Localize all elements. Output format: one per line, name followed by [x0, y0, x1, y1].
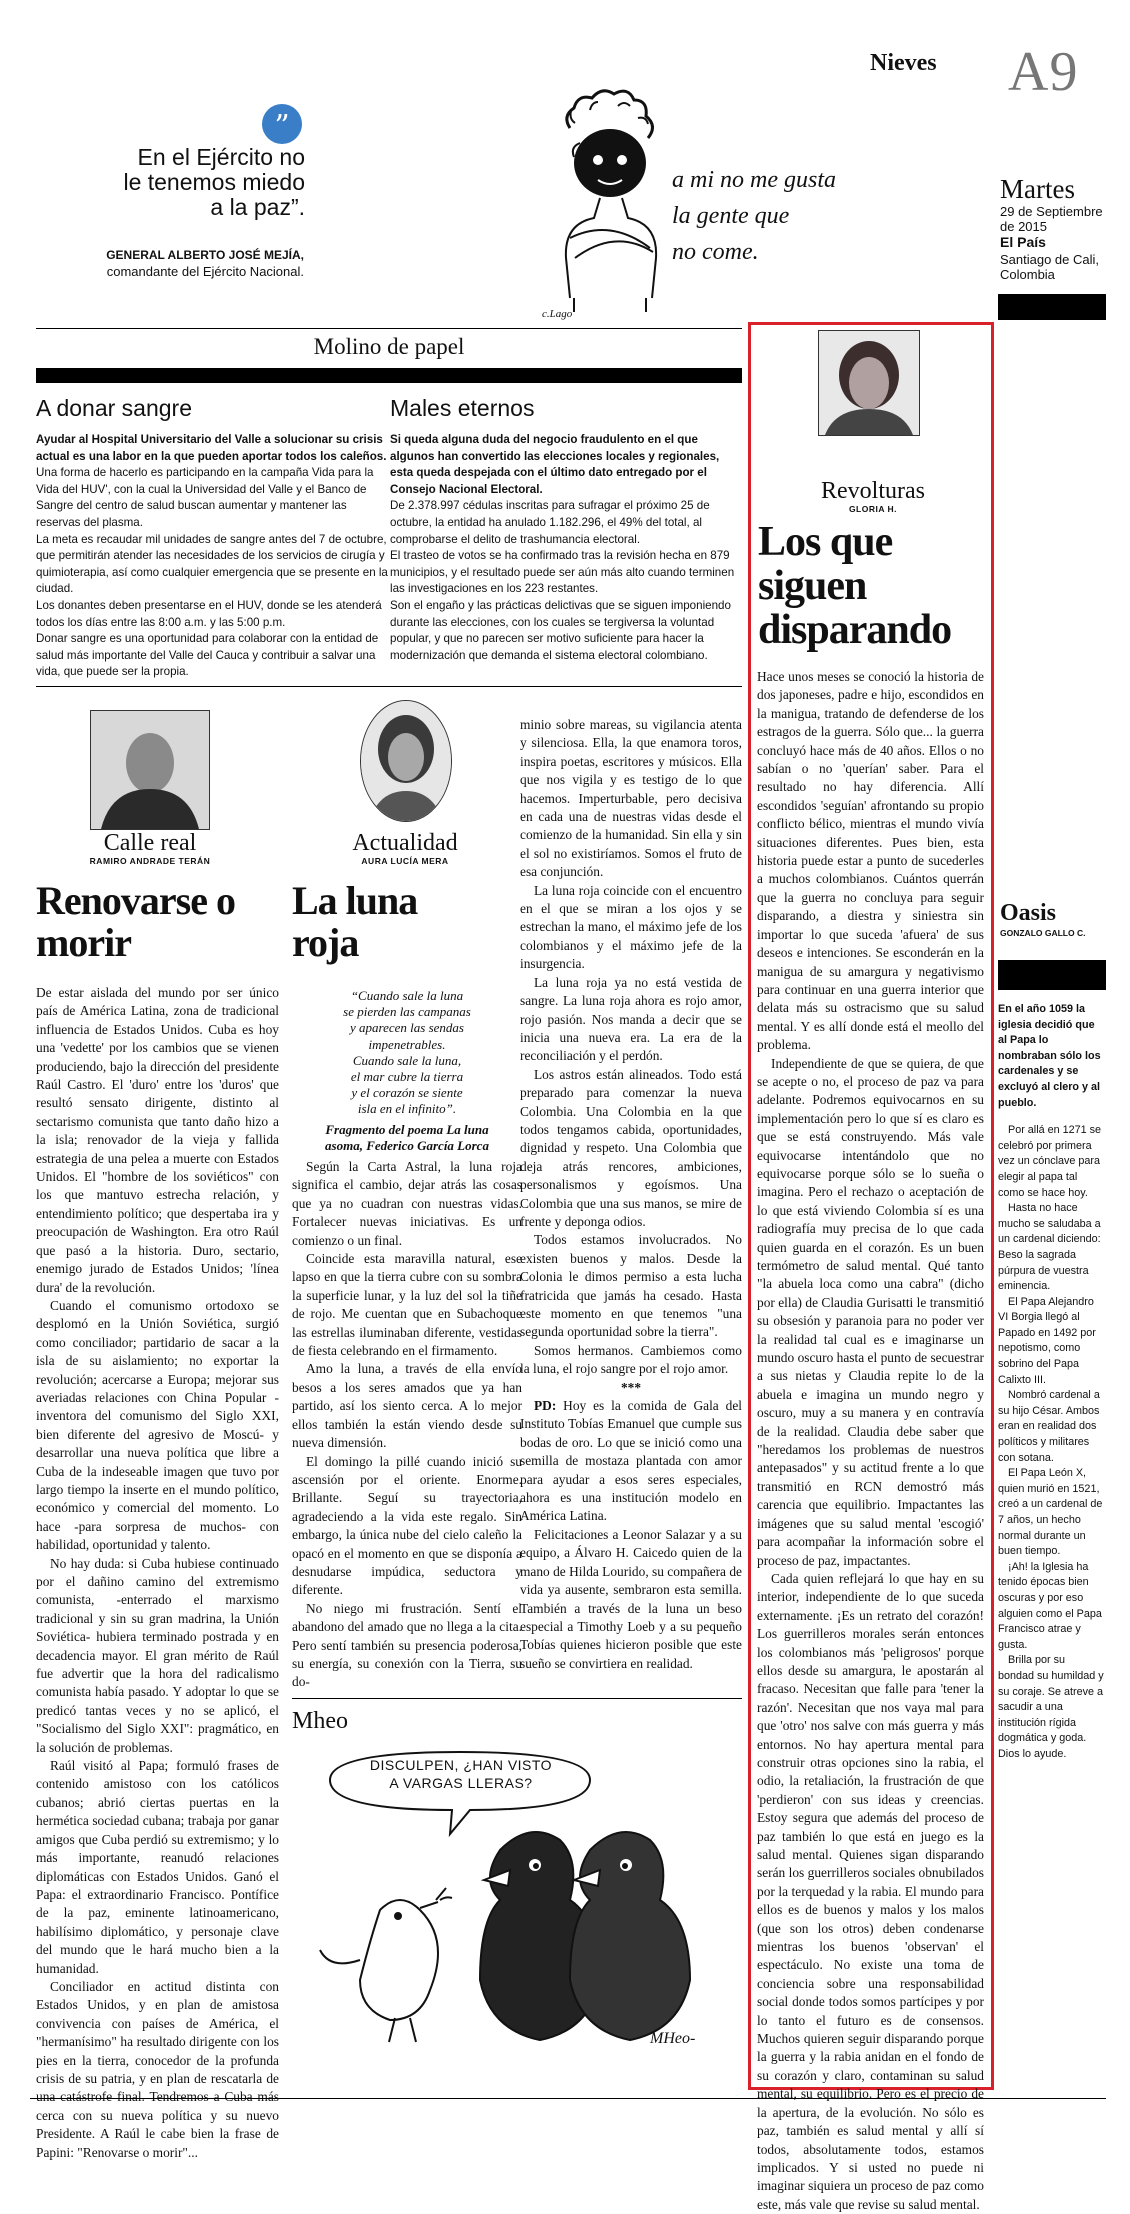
- calle-real-header: [50, 830, 250, 866]
- actualidad-body-col2: [520, 716, 742, 1673]
- paragraph: Cuando el comunismo ortodoxo se desplomó en la Unión Soviética, surgió como conciliador; partidario de sacar a la isla de su aislamiento; no exportar la revolución; acercarse a Europa; mejorar sus averiadas relaciones con China Popular -inventora del comunismo del Siglo XXI, bien diferente del agresivo de Moscú- y desarrollar una nueva política que libre a Cuba de la indeseable imagen que tuvo por largo tiempo la inserte en el mundo político, económico y comercial del momento. Lo hace -para sorpresa de muchos- con habilidad, oportunidad y talento.: [36, 1297, 279, 1553]
- cartoon-caption: a mi no me gusta la gente que no come.: [672, 167, 836, 265]
- paper-name: El País: [1000, 234, 1046, 250]
- author-photo-revolturas: [818, 330, 920, 436]
- postscript: [520, 1397, 742, 1526]
- paragraph: Hasta no hace mucho se saludaba a un cardenal diciendo: Beso la sagrada púrpura de vuestra eminencia.: [998, 1202, 1101, 1293]
- revolturas-headline: Los que siguen disparando: [758, 519, 952, 653]
- column-name: Calle real: [103, 830, 197, 856]
- molino-right-lead: Si queda alguna duda del negocio fraudulento en el que algunos han convertido las elecciones locales y regionales, esta queda despejada con el último dato entregado por el Consejo Nacional Electoral.: [390, 433, 720, 496]
- paragraph: La luna roja coincide con el encuentro en el que se miran a los ojos y se estrechan la mano, el máximo jefe de los colombianos y el máximo jefe de la insurgencia.: [520, 882, 742, 972]
- postscript-label: PD:: [534, 1398, 557, 1414]
- mheo-signature: MHeo-: [650, 2030, 696, 2047]
- actualidad-poem: “Cuando sale la luna se pierden las campanas y aparecen las sendas impenetrables. Cuando sale la luna, el mar cubre la tierra y el corazón se siente isla en el infinito”.: [343, 988, 471, 1117]
- calle-real-headline: Renovarse o morir: [36, 878, 235, 965]
- masthead-bar: [998, 294, 1106, 320]
- oasis-bar: [998, 960, 1106, 990]
- oasis-lead: En el año 1059 la iglesia decidió que al Papa lo nombraban sólo los cardenales y se excluyó al clero y al pueblo.: [998, 1003, 1101, 1109]
- paragraph: Somos hermanos. Cambiemos como la luna, el rojo sangre por el rojo amor.: [520, 1342, 742, 1377]
- column-name: Revolturas: [821, 478, 925, 504]
- revolturas-body: [757, 668, 984, 2214]
- edition-day: Martes: [1000, 174, 1075, 204]
- page-bottom-rule: [30, 2098, 1106, 2099]
- paragraph: Por allá en 1271 se celebró por primera vez un cónclave para elegir al papa tal como se hace hoy.: [998, 1124, 1102, 1199]
- paragraph: Cada quien reflejará lo que hay en su interior, independiente de lo que suceda externamente. ¡Es un retrato del corazón! Los guerrilleros morales serán entonces los colombianos más 'peligrosos' porque ellos desde su amargura, le apostarán al fracaso. Necesitan que falle para 'tener la razón'. Necesitan que nos vaya mal para que 'otro' nos salve con más guerra y más entornos. No hay apertura mental para construir otras opciones sino la rabia, el odio, la retaliación, la frustración de que 'perdieron' con sus ideas y creencias. Estoy segura que además del proceso de paz también lo que está en juego es la salud mental. Quienes sigan disparando serán los guerrilleros sociales obnubilados por la terquedad y la rabia. El mundo para ellos es de buenos y malos y los malos (que son los otros) deben condenarse mientras los buenos 'observan' el espectáculo. No existe una toma de conciencia sobre una responsabilidad social donde todos somos partícipes y por lo tanto el futuro es de consensos. Muchos quieren seguir disparando porque la guerra y la rabia anidan en el fondo de su corazón y claro, contaminan su salud mental, su equilibrio. Pero es el precio de la apertura, de la evolución. No sólo es paz, también es salud mental y allí sí todos, absolutamente todos, estamos implicados. Y si usted no puede ni imaginar siquiera un proceso de paz como este, más vale que revise su salud mental.: [757, 1570, 984, 2212]
- paragraph: El Papa Alejandro VI Borgia llegó al Papado en 1492 por nepotismo, como sobrino del Papa Calixto III.: [998, 1295, 1096, 1386]
- actualidad-poem-credit: Fragmento del poema La luna asoma, Federico García Lorca: [325, 1122, 489, 1153]
- mheo-speech-bubble: DISCULPEN, ¿HAN VISTO A VARGAS LLERAS?: [369, 1757, 553, 1791]
- paragraph: Nombró cardenal a su hijo César. Ambos eran en realidad dos políticos y militares con sotana.: [998, 1389, 1100, 1464]
- molino-bottom-rule: [36, 686, 742, 687]
- paragraph: Los astros están alineados. Todo está preparado para comenzar la nueva Colombia. Una Colombia en la que todos tengamos cabida, oportunidades, dignidad y respeto. Una Colombia que deja atrás rencores, ambiciones, personalismos y egoísmos. Una Colombia que una sus manos, se mire de frente y deponga odios.: [520, 1066, 742, 1229]
- quote-mark-icon: ”: [262, 104, 302, 144]
- revolturas-header: [768, 478, 978, 514]
- edition-city: Santiago de Cali, Colombia: [1000, 252, 1100, 282]
- quote-author: GENERAL ALBERTO JOSÉ MEJÍA,: [106, 248, 304, 262]
- edition-date: 29 de Septiembre de 2015: [1000, 204, 1103, 234]
- paragraph: Felicitaciones a Leonor Salazar y a su equipo, a Álvaro H. Caicedo quien de la mano de Hilda Lourido, su compañera de vida ya ausente, sembraron esta semilla. También a través de la luna un beso especial a Timothy Loeb y a su pequeño Tobías quienes hicieron posible que este sueño se convirtiera en realidad.: [520, 1526, 742, 1671]
- paragraph: Raúl visitó al Papa; formuló frases de contenido amistoso con los católicos cubanos; abrió ciertas puertas en la hermética sociedad cubana; trabaja por ganar amigos que Cuba perdió su extremismo; y lo más importante, reanudó relaciones diplomáticas con Estados Unidos. Ganó el Papa: el extraordinario Francisco. Pontífice de la paz, eminente latinoamericano, habilísimo diplomático, y personaje clave del mundo que le hará mucho bien a la humanidad.: [36, 1758, 279, 1976]
- oasis-author: GONZALO GALLO C.: [1000, 928, 1086, 938]
- paragraph: Independiente de que se quiera, de que se acepte o no, el proceso de paz va para adelante. Podremos equivocarnos en su implementación pero lo que sí es claro es que se está construyendo. Más vale equivocarse intentándolo que no equivocarse porque sólo se lo sueña o imagina. Pero el rechazo o aceptación de lo que está viviendo Colombia sí es una radiografía muy precisa de lo que cada quien guarda en el corazón. Es un buen termómetro de salud mental. Qué tanto "la abuela loca como una cabra" (dicho por ella) de Claudia Gurisatti le transmitió su obsesión y paranoia para no poder ver la realidad tal cual es e imaginarse un mundo oscuro hasta el punto de secuestrar a sus nietas y Claudia repite lo de la abuela e imagina un mundo negro y oscuro, muy a su manera y en contravía de la realidad. Claudia debe saber que "heredamos los problemas de nuestros antepasados" y su actitud frente a lo que transmitió en RCN demostró más carencia que equilibrio. Impactantes las imágenes que su salud mental 'escogió' para acompañar la información sobre el proceso de paz, impactantes.: [757, 1055, 984, 1568]
- paragraph: ¡Ah! la Iglesia ha tenido épocas bien oscuras y por eso alguien como el Papa Francisco atrae y gusta.: [998, 1560, 1102, 1651]
- postscript-text: Hoy es la comida de Gala del Instituto Tobías Emanuel que cumple sus bodas de oro. Lo que se inició como una semilla de mostaza plantada con amor para ayudar a esos seres especiales, ahora es una institución modelo en América Latina.: [520, 1398, 742, 1524]
- paragraph: La luna roja ya no está vestida de sangre. La luna roja ahora es rojo amor, rojo pasión. Nos manda a decir que se inicia una nueva era. La era de la reconciliación y el perdón.: [520, 974, 742, 1064]
- paragraph: El domingo la pillé cuando inició su ascensión por el oriente. Enorme. Brillante. Seguí su trayectoria, agradeciendo a la vida este regalo. Sin embargo, la única nube del cielo caleño la opacó en el momento en que se disponía a desnudarse impúdica, seductora y diferente.: [292, 1453, 522, 1598]
- column-author: RAMIRO ANDRADE TERÁN: [89, 856, 211, 866]
- molino-right-text: [390, 432, 740, 664]
- paragraph: Conciliador en actitud distinta con Estados Unidos, y en plan de amistosa convivencia con países de América, el "hermanísimo" ha resultado dirigente con los pies en la tierra, conocedor de la profunda crisis de su patria, y en plan de rescatarla de una catástrofe final. Tendremos a Cuba más cerca con su nueva política y su nuevo Presidente. A Raúl le cabe bien la frase de Papini: "Renovarse o morir"...: [36, 1978, 279, 2160]
- paragraph: Brilla por su bondad su humildad y su coraje. Se atreve a sacudir a una institución rígida dogmática y goda. Dios lo ayude.: [998, 1654, 1104, 1760]
- calle-real-body: [36, 984, 279, 2162]
- paragraph: Según la Carta Astral, la luna roja significa el cambio, dejar atrás las cosas que ya no cuadran con nuestras vidas. Fortalecer nuevas iniciativas. Es un comienzo o un final.: [292, 1159, 522, 1248]
- molino-bar: [36, 368, 742, 383]
- paragraph: De estar aislada del mundo por ser único país de América Latina, zona de tradicional influencia de Estados Unidos. Cuba es hoy una 'vedette' por los cambios que se vienen produciendo, bajo la dirección del presidente Raúl Castro. El 'duro' entre los 'duros' que resultó sensato dirigente, distinto al sectarismo comunista que tanto daño hizo a la isla; renovador de la vieja y fallida estrategia de una pelea a muerte con Estados Unidos. El "hombre de los soviéticos" con los que mantuvo estrecha relación, y entendimiento político; que despertaba ira y preocupación de Washington. Era otro Raúl que pasó a la historia. Duro, sectario, enemigo jurado de Estados Unidos; 'línea dura' de la revolución.: [36, 985, 279, 1295]
- paragraph: No niego mi frustración. Sentí el abandono del amado que no llega a la cita. Pero sentí también su presencia poderosa, su energía, su conexión con la Tierra, su do-: [292, 1600, 522, 1690]
- molino-left-lead: Ayudar al Hospital Universitario del Valle a solucionar su crisis actual es una labor en la que pueden aportar todos los caleños.: [36, 433, 387, 463]
- oasis-text: [998, 1002, 1104, 1763]
- paragraph: Hace unos meses se conoció la historia de dos japoneses, padre e hijo, escondidos en la manigua, tratando de defenderse de los estragos de la guerra. Sólo que... la guerra concluyó hace más de 40 años. Ellos o no sabían o no 'querían' saber. Para el resultado no hay diferencia. Allí escondidos 'seguían' afrontando su propio conflicto bélico, mientras el mundo vivía situaciones diferentes. Pues bien, esta historia puede estar a punto de sucederles a muchos colombianos. Cuántos querrán que la guerra no concluya para seguir disparando, a diestra y siniestra sin importar lo que suceda 'afuera' de sus deseos e intenciones. Se esconderán en la manigua de su amargura y negativismo para continuar en una guerra interior que delata más su ostracismo que su salud mental. Y es allí donde está el meollo del problema.: [757, 669, 984, 1053]
- column-author: GLORIA H.: [848, 504, 898, 514]
- molino-top-rule: [36, 328, 742, 329]
- paragraph: minio sobre mareas, su vigilancia atenta y silenciosa. Ella, la que enamora toros, inspira poetas, escritores y músicos. Ella que nos vigila y es testigo de lo que hacemos. Imperturbable, pero decisiva en cada una de nuestras vidas desde el comienzo de la humanidad. Sin ella y sin el sol no existiríamos. Somos el fruto de esa conjunción.: [520, 717, 742, 880]
- actualidad-body-col1: [292, 1158, 522, 1692]
- mheo-title: Mheo: [292, 1708, 348, 1734]
- quote-role: comandante del Ejército Nacional.: [106, 264, 304, 279]
- paragraph: No hay duda: si Cuba hubiese continuado por el dañino camino del extremismo comunista, -enterrado el marxismo tradicional y sin su gran madrina, la Unión Soviética- hubiera terminado postrada y en decadencia mayor. El gran mérito de Raúl fue advertir que la hora del radicalismo comunista había pasado. Y adoptar lo que se predicó tantas veces y no se aplicó, el "Socialismo del Siglo XXI": pragmático, en la solución de problemas.: [36, 1555, 279, 1755]
- molino-left-title: A donar sangre: [36, 395, 193, 421]
- molino-left-text: [36, 432, 388, 681]
- paragraph: Todos estamos involucrados. No existen buenos y malos. Desde la Colonia le dimos permiso a esta lucha fratricida que jamás ha cesado. Hasta este momento en que tenemos "una segunda oportunidad sobre la tierra".: [520, 1232, 742, 1340]
- quote-text: En el Ejército no le tenemos miedo a la paz”.: [123, 144, 305, 220]
- section-name: Nieves: [870, 50, 937, 76]
- paragraph: El Papa León X, quien murió en 1521, creó a un cardenal de 7 años, un hecho normal durante un buen tiempo.: [998, 1467, 1103, 1558]
- paragraph: Amo la luna, a través de ella envío besos a los seres amados que ya han partido, así los siento cerca. A lo mejor ellos también la están viendo desde su nueva dimensión.: [292, 1361, 522, 1451]
- author-photo-actualidad: [360, 700, 452, 822]
- author-photo-calle-real: [90, 710, 210, 830]
- mheo-top-rule: [292, 1698, 742, 1699]
- molino-right-body: De 2.378.997 cédulas inscritas para sufragar el próximo 25 de octubre, la entidad ha anulado 1.182.296, el 49% del total, al comprobarse el delito de trashumancia electoral. El trasteo de votos se ha confirmado tras la revisión hecha en 879 municipios, y el resultado puede ser aún más alto cuando terminen las investigaciones en los 223 restantes. Son el engaño y las prácticas delictivas que se siguen imponiendo durante las elecciones, con los cuales se tergiversa la voluntad popular, y que no parecen ser motivo suficiente para hacer la modernización que demanda el sistema electoral colombiano.: [390, 499, 735, 662]
- molino-right-title: Males eternos: [390, 395, 535, 421]
- molino-title: Molino de papel: [313, 334, 465, 359]
- column-author: AURA LUCÍA MERA: [361, 856, 449, 866]
- oasis-column-name: Oasis: [1000, 900, 1057, 926]
- page-number: A9: [1008, 41, 1079, 103]
- paragraph: Coincide esta maravilla natural, ese lapso en que la tierra cubre con su sombra la superficie lunar, y la luz del sol la tiñe de rojo. Me cuentan que en Subachoque las estrellas iluminaban diferente, vestidas de fiesta celebrando en el firmamento.: [292, 1251, 522, 1359]
- column-name: Actualidad: [352, 830, 458, 856]
- actualidad-header: [305, 830, 505, 866]
- section-stars: ***: [620, 1379, 642, 1395]
- molino-left-body: Una forma de hacerlo es participando en la campaña Vida para la Vida del HUV', con la cual la Universidad del Valle y el Banco de Sangre del centro de salud buscan aumentar y mantener las reservas del plasma. La meta es recaudar mil unidades de sangre antes del 7 de octubre, que permitirán atender las necesidades de los servicios de cirugía y quimioterapia, así como cualquier emergencia que se presente en la ciudad. Los donantes deben presentarse en el HUV, donde se les atenderá todos los días entre las 8:00 a.m. y las 5:00 p.m. Donar sangre es una oportunidad para colaborar con la entidad de salud más importante del Valle del Cauca y contribuir a salvar una vida, que puede ser la propia.: [36, 466, 388, 679]
- actualidad-headline: La luna roja: [292, 878, 418, 965]
- cartoon-signature: c.Lago: [542, 308, 573, 320]
